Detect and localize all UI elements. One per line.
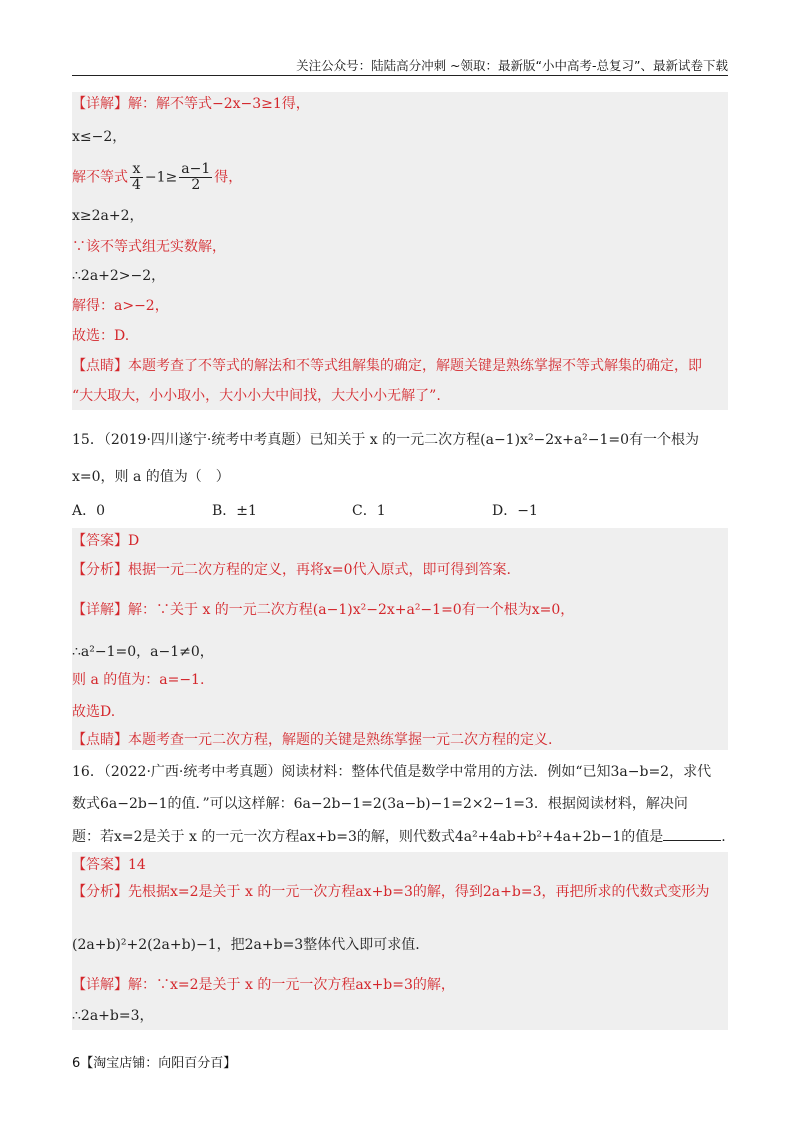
q15-analysis: 【分析】根据一元二次方程的定义，再将x=0代入原式，即可得到答案. [72,562,511,578]
q16-detail-line2: ∴2a+b=3， [72,1008,154,1024]
q15-option-d: D．−1 [492,503,538,519]
q14-detail-line3 [72,162,242,193]
q15-option-a: A．0 [72,503,106,519]
q16-stem-line3-end: . [721,829,726,845]
q14-fraction-1-numerator: x [130,162,143,178]
q16-stem-line3 [72,826,726,847]
q15-detail-line2: ∴a²−1=0，a−1≠0， [72,644,214,660]
q14-line3-suffix: 得， [214,169,243,186]
q14-line3-mid: −1≥ [144,169,178,186]
q14-line3-prefix: 解不等式 [72,169,128,186]
q14-detail-line2: x≤−2， [72,129,127,145]
q16-stem-line3-text: 题：若x=2是关于 x 的一元一次方程ax+b=3的解，则代数式4a²+4ab+b²+4a+2b−1的值是 [72,829,664,845]
answer-blank [663,826,721,841]
q14-detail-line5: ∵该不等式组无实数解， [72,239,226,255]
q15-detail-line4: 故选D. [72,704,116,720]
q14-fraction-1-denominator: 4 [132,177,141,193]
q15-stem-line2: x=0，则 a 的值为（ ） [72,469,230,485]
q14-fraction-1 [130,162,143,193]
q16-answer: 【答案】14 [72,857,146,873]
q14-detail-line4: x≥2a+2， [72,208,144,224]
q15-option-c: C．1 [352,503,386,519]
q16-stem-line2: 数式6a−2b−1的值．”可以这样解：6a−2b−1=2(3a−b)−1=2×2−1=3．根据阅读材料，解决问 [72,796,688,812]
q14-fraction-2-numerator: a−1 [181,161,211,177]
q15-comment: 【点睛】本题考查一元二次方程，解题的关键是熟练掌握一元二次方程的定义. [72,732,553,748]
q15-detail-line3: 则 a 的值为：a=−1. [72,672,205,688]
q14-detail-line6: ∴2a+2>−2， [72,268,166,284]
q14-comment-line1: 【点睛】本题考查了不等式的解法和不等式组解集的确定，解题关键是熟练掌握不等式解集的确定，即 [72,358,702,374]
q14-fraction-2 [179,162,212,193]
q15-answer: 【答案】D [72,533,140,549]
q14-detail-line8: 故选：D. [72,328,130,344]
page-footer: 6【淘宝店铺：向阳百分百】 [72,1056,237,1071]
q15-detail-line1: 【详解】解：∵关于 x 的一元二次方程(a−1)x²−2x+a²−1=0有一个根为x=0， [72,602,575,618]
header-divider [72,75,728,76]
q14-detail-line1: 【详解】解：解不等式−2x−3≥1得， [72,96,310,112]
q16-analysis-line1: 【分析】先根据x=2是关于 x 的一元一次方程ax+b=3的解，得到2a+b=3，再把所求的代数式变形为 [72,884,710,900]
q15-option-b: B．±1 [212,503,257,519]
q16-detail-line1: 【详解】解：∵x=2是关于 x 的一元一次方程ax+b=3的解， [72,977,455,993]
q15-stem-line1: 15．（2019·四川遂宁·统考中考真题）已知关于 x 的一元二次方程(a−1)x²−2x+a²−1=0有一个根为 [72,432,700,448]
q14-detail-line7: 解得：a>−2， [72,298,169,314]
q16-analysis-line2: (2a+b)²+2(2a+b)−1，把2a+b=3整体代入即可求值. [72,937,420,953]
q14-comment-line2: “大大取大，小小取小，大小小大中间找，大大小小无解了”. [72,388,441,404]
page-header: 关注公众号：陆陆高分冲刺 ~领取：最新版“小中高考-总复习”、最新试卷下载 [296,58,728,73]
q14-fraction-2-denominator: 2 [191,177,201,193]
q16-stem-line1: 16．（2022·广西·统考中考真题）阅读材料：整体代值是数学中常用的方法．例如“已知3a−b=2，求代 [72,764,712,780]
